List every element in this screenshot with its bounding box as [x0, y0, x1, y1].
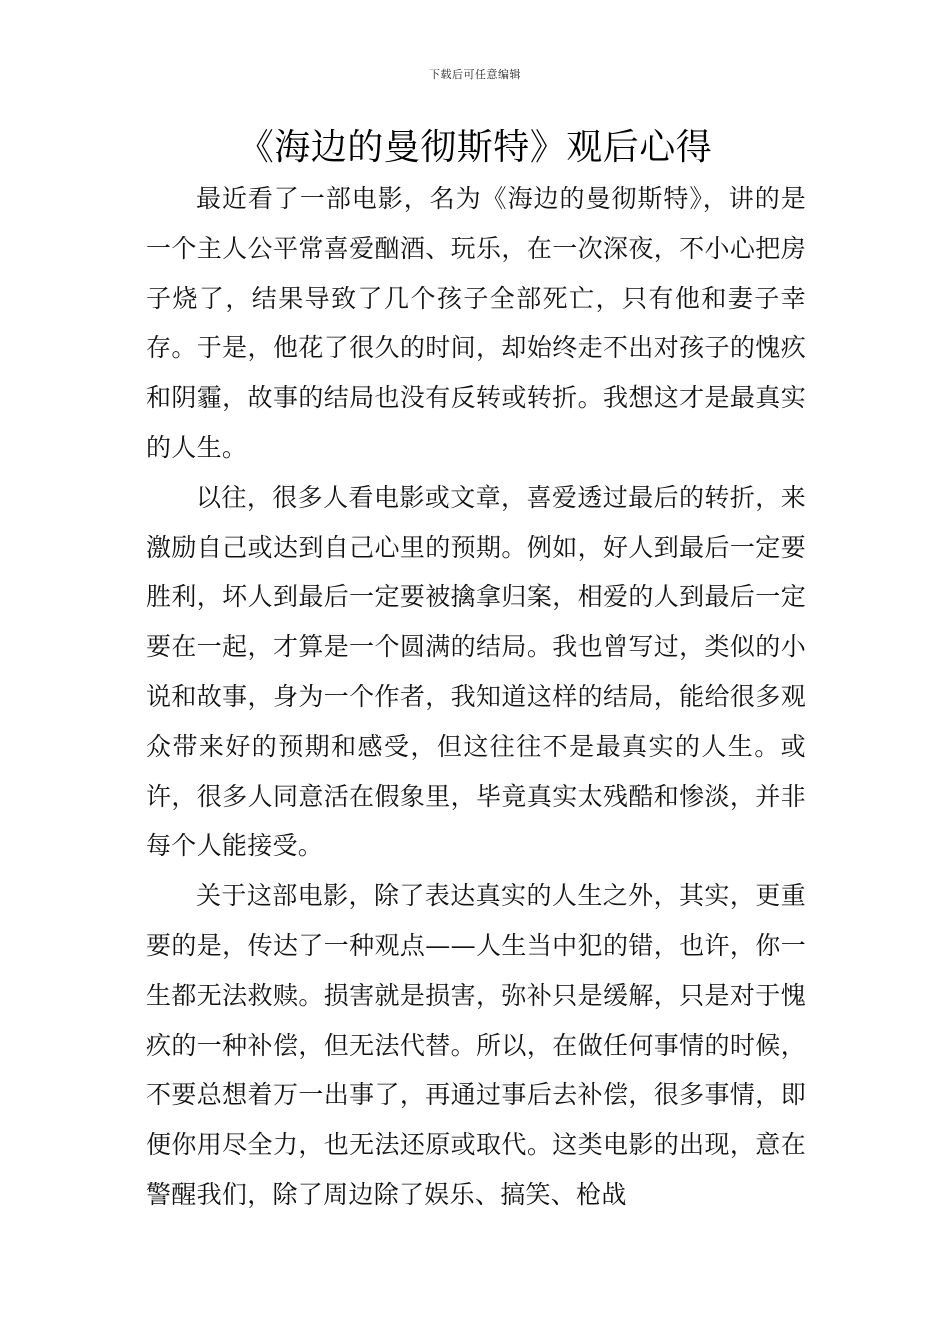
header-note: 下载后可任意编辑: [429, 68, 521, 81]
document-title: 《海边的曼彻斯特》观后心得: [237, 127, 713, 168]
document-body: [146, 174, 806, 1220]
paragraph-2: 以往，很多人看电影或文章，喜爱透过最后的转折，来激励自己或达到自己心里的预期。例如，好人到最后一定要胜利，坏人到最后一定要被擒拿归案，相爱的人到最后一定要在一起，才算是一个圆满的结局。我也曾写过，类似的小说和故事，身为一个作者，我知道这样的结局，能给很多观众带来好的预期和感受，但这往往不是最真实的人生。或许，很多人同意活在假象里，毕竟真实太残酷和惨淡，并非每个人能接受。: [146, 482, 806, 861]
paragraph-3: 关于这部电影，除了表达真实的人生之外，其实，更重要的是，传达了一种观点——人生当中犯的错，也许，你一生都无法救赎。损害就是损害，弥补只是缓解，只是对于愧疚的一种补偿，但无法代替。所以，在做任何事情的时候，不要总想着万一出事了，再通过事后去补偿，很多事情，即便你用尽全力，也无法还原或取代。这类电影的出现，意在警醒我们，除了周边除了娱乐、搞笑、枪战: [146, 881, 806, 1209]
paragraph-1: 最近看了一部电影，名为《海边的曼彻斯特》，讲的是一个主人公平常喜爱酗酒、玩乐，在一次深夜，不小心把房子烧了，结果导致了几个孩子全部死亡，只有他和妻子幸存。于是，他花了很久的时间，却始终走不出对孩子的愧疚和阴霾，故事的结局也没有反转或转折。我想这才是最真实的人生。: [146, 184, 806, 462]
